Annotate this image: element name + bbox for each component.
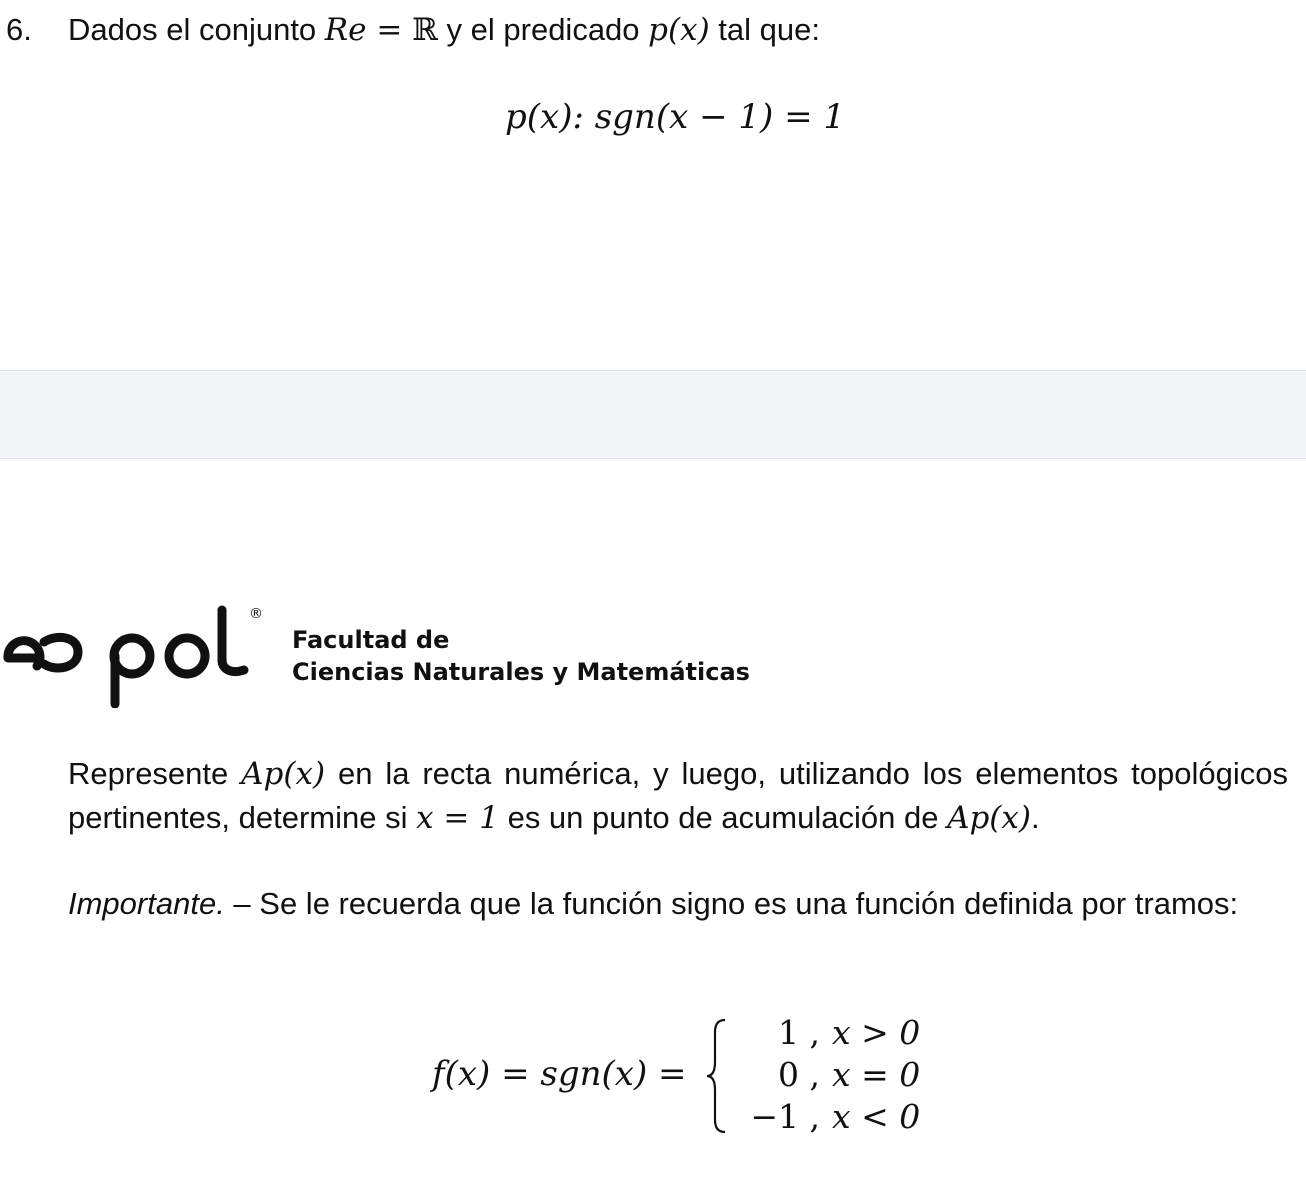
espol-logo [0, 596, 272, 708]
faculty-name [292, 624, 750, 688]
question-number: 6. [6, 12, 32, 47]
note-label: Importante. [68, 886, 225, 921]
logo-e [8, 641, 40, 666]
faculty-line2: Ciencias Naturales y Matemáticas [292, 658, 750, 686]
logo-s [44, 637, 78, 668]
sign-function-lhs: f(x) = sgn(x) = [432, 1054, 687, 1094]
predicate-equation [0, 94, 1306, 140]
sign-function-cases [730, 1012, 970, 1138]
page-gap [0, 370, 1306, 459]
logo-l [222, 610, 244, 672]
logo-o [169, 638, 205, 674]
reals-symbol: ℝ [412, 12, 438, 48]
espol-wordmark [8, 610, 244, 704]
case-row: 1 , x > 0 [778, 1013, 921, 1052]
faculty-line1: Facultad de [292, 626, 450, 654]
note-paragraph: Importante. – Se le recuerda que la función signo es una función definida por tramos: [68, 886, 1239, 921]
registered-mark: ® [249, 606, 263, 622]
instruction-paragraph: Represente Ap(x) en la recta numérica, y luego, utilizando los elementos topológicos pertinentes, determine si x = 1 es un punto de acumulación de Ap(x). [68, 756, 1288, 836]
question-page [0, 0, 1306, 370]
sign-function-equation [432, 1012, 952, 1136]
predicate-symbol: p(x) [648, 12, 710, 48]
question-text: Dados el conjunto Re = ℝ y el predicado p(x) tal que: [68, 12, 820, 48]
left-brace [706, 1018, 728, 1134]
predicate-definition: p(x): sgn(x − 1) = 1 [504, 97, 846, 137]
case-row: −1 , x < 0 [750, 1097, 921, 1136]
set-name: Re [324, 12, 367, 48]
case-row: 0 , x = 0 [778, 1055, 921, 1094]
